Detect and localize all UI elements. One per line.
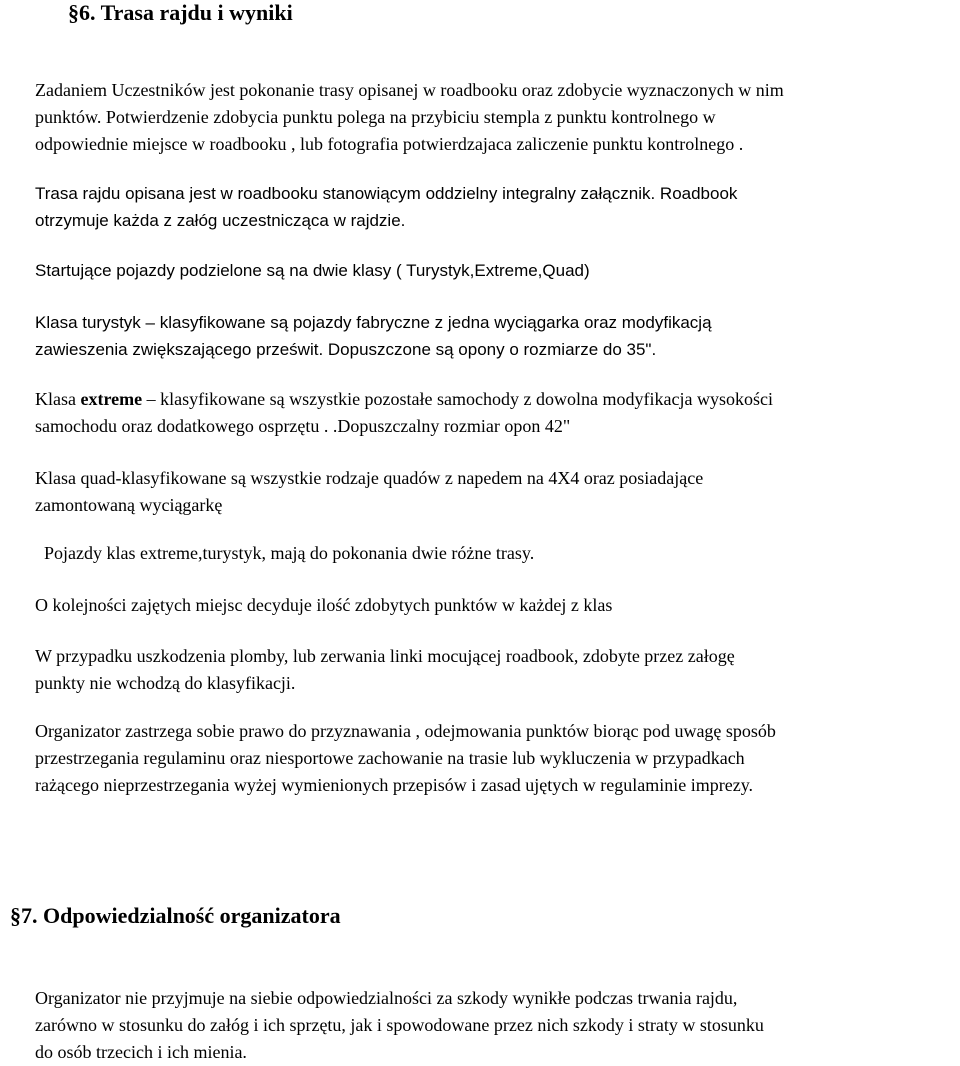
paragraph-seal-damage bbox=[35, 643, 955, 697]
text-line: odpowiednie miejsce w roadbooku , lub fotografia potwierdzajaca zaliczenie punktu kontrolnego . bbox=[35, 134, 744, 154]
paragraph-organizer-rights bbox=[35, 718, 955, 799]
text-line: O kolejności zajętych miejsc decyduje ilość zdobytych punktów w każdej z klas bbox=[35, 595, 613, 615]
text-line: przestrzegania regulaminu oraz niesportowe zachowanie na trasie lub wykluczenia w przypadkach bbox=[35, 748, 745, 768]
section-7-heading: §7. Odpowiedzialność organizatora bbox=[10, 903, 341, 928]
paragraph-route bbox=[35, 180, 955, 234]
text-line: Klasa turystyk – klasyfikowane są pojazdy fabryczne z jedna wyciągarka oraz modyfikacją bbox=[35, 313, 712, 332]
text-line bbox=[35, 386, 955, 413]
paragraph-class-turystyk bbox=[35, 309, 955, 363]
text-line: Zadaniem Uczestników jest pokonanie trasy opisanej w roadbooku oraz zdobycie wyznaczonych w nim bbox=[35, 80, 784, 100]
text-line: zawieszenia zwiększającego prześwit. Dopuszczone są opony o rozmiarze do 35". bbox=[35, 340, 657, 359]
paragraph-liability bbox=[35, 985, 955, 1066]
section-6-heading: §6. Trasa rajdu i wyniki bbox=[68, 0, 293, 25]
text-line: Organizator zastrzega sobie prawo do przyznawania , odejmowania punktów biorąc pod uwagę sposób bbox=[35, 721, 776, 741]
paragraph-task bbox=[35, 77, 955, 158]
text-line: otrzymuje każda z załóg uczestnicząca w rajdzie. bbox=[35, 211, 406, 230]
text-line: zarówno w stosunku do załóg i ich sprzętu, jak i spowodowane przez nich szkody i straty w stosunku bbox=[35, 1015, 764, 1035]
text-line: Klasa quad-klasyfikowane są wszystkie rodzaje quadów z napedem na 4X4 oraz posiadające bbox=[35, 468, 704, 488]
text-line: punkty nie wchodzą do klasyfikacji. bbox=[35, 673, 296, 693]
text-line: Pojazdy klas extreme,turystyk, mają do pokonania dwie różne trasy. bbox=[35, 543, 535, 563]
text-line: Startujące pojazdy podzielone są na dwie klasy ( Turystyk,Extreme,Quad) bbox=[35, 261, 590, 280]
text-line: Organizator nie przyjmuje na siebie odpowiedzialności za szkody wynikłe podczas trwania rajdu, bbox=[35, 988, 738, 1008]
paragraph-classes bbox=[35, 257, 955, 284]
text-line: punktów. Potwierdzenie zdobycia punktu polega na przybiciu stempla z punktu kontrolnego w bbox=[35, 107, 716, 127]
paragraph-class-quad bbox=[35, 465, 955, 519]
text-line: rażącego nieprzestrzegania wyżej wymienionych przepisów i zasad ujętych w regulaminie imprezy. bbox=[35, 775, 754, 795]
paragraph-routes-count bbox=[35, 540, 955, 567]
text-line: do osób trzecich i ich mienia. bbox=[35, 1042, 247, 1062]
text-line: Trasa rajdu opisana jest w roadbooku stanowiącym oddzielny integralny załącznik. Roadbook bbox=[35, 184, 738, 203]
text-line: W przypadku uszkodzenia plomby, lub zerwania linki mocującej roadbook, zdobyte przez załogę bbox=[35, 646, 735, 666]
class-name-extreme: extreme bbox=[80, 389, 143, 409]
text-fragment: Klasa bbox=[35, 389, 81, 409]
paragraph-ranking bbox=[35, 592, 955, 619]
paragraph-class-extreme bbox=[35, 386, 955, 440]
text-line: zamontowaną wyciągarkę bbox=[35, 495, 223, 515]
text-line: samochodu oraz dodatkowego osprzętu . .Dopuszczalny rozmiar opon 42" bbox=[35, 416, 571, 436]
text-fragment: – klasyfikowane są wszystkie pozostałe samochody z dowolna modyfikacja wysokości bbox=[142, 389, 773, 409]
